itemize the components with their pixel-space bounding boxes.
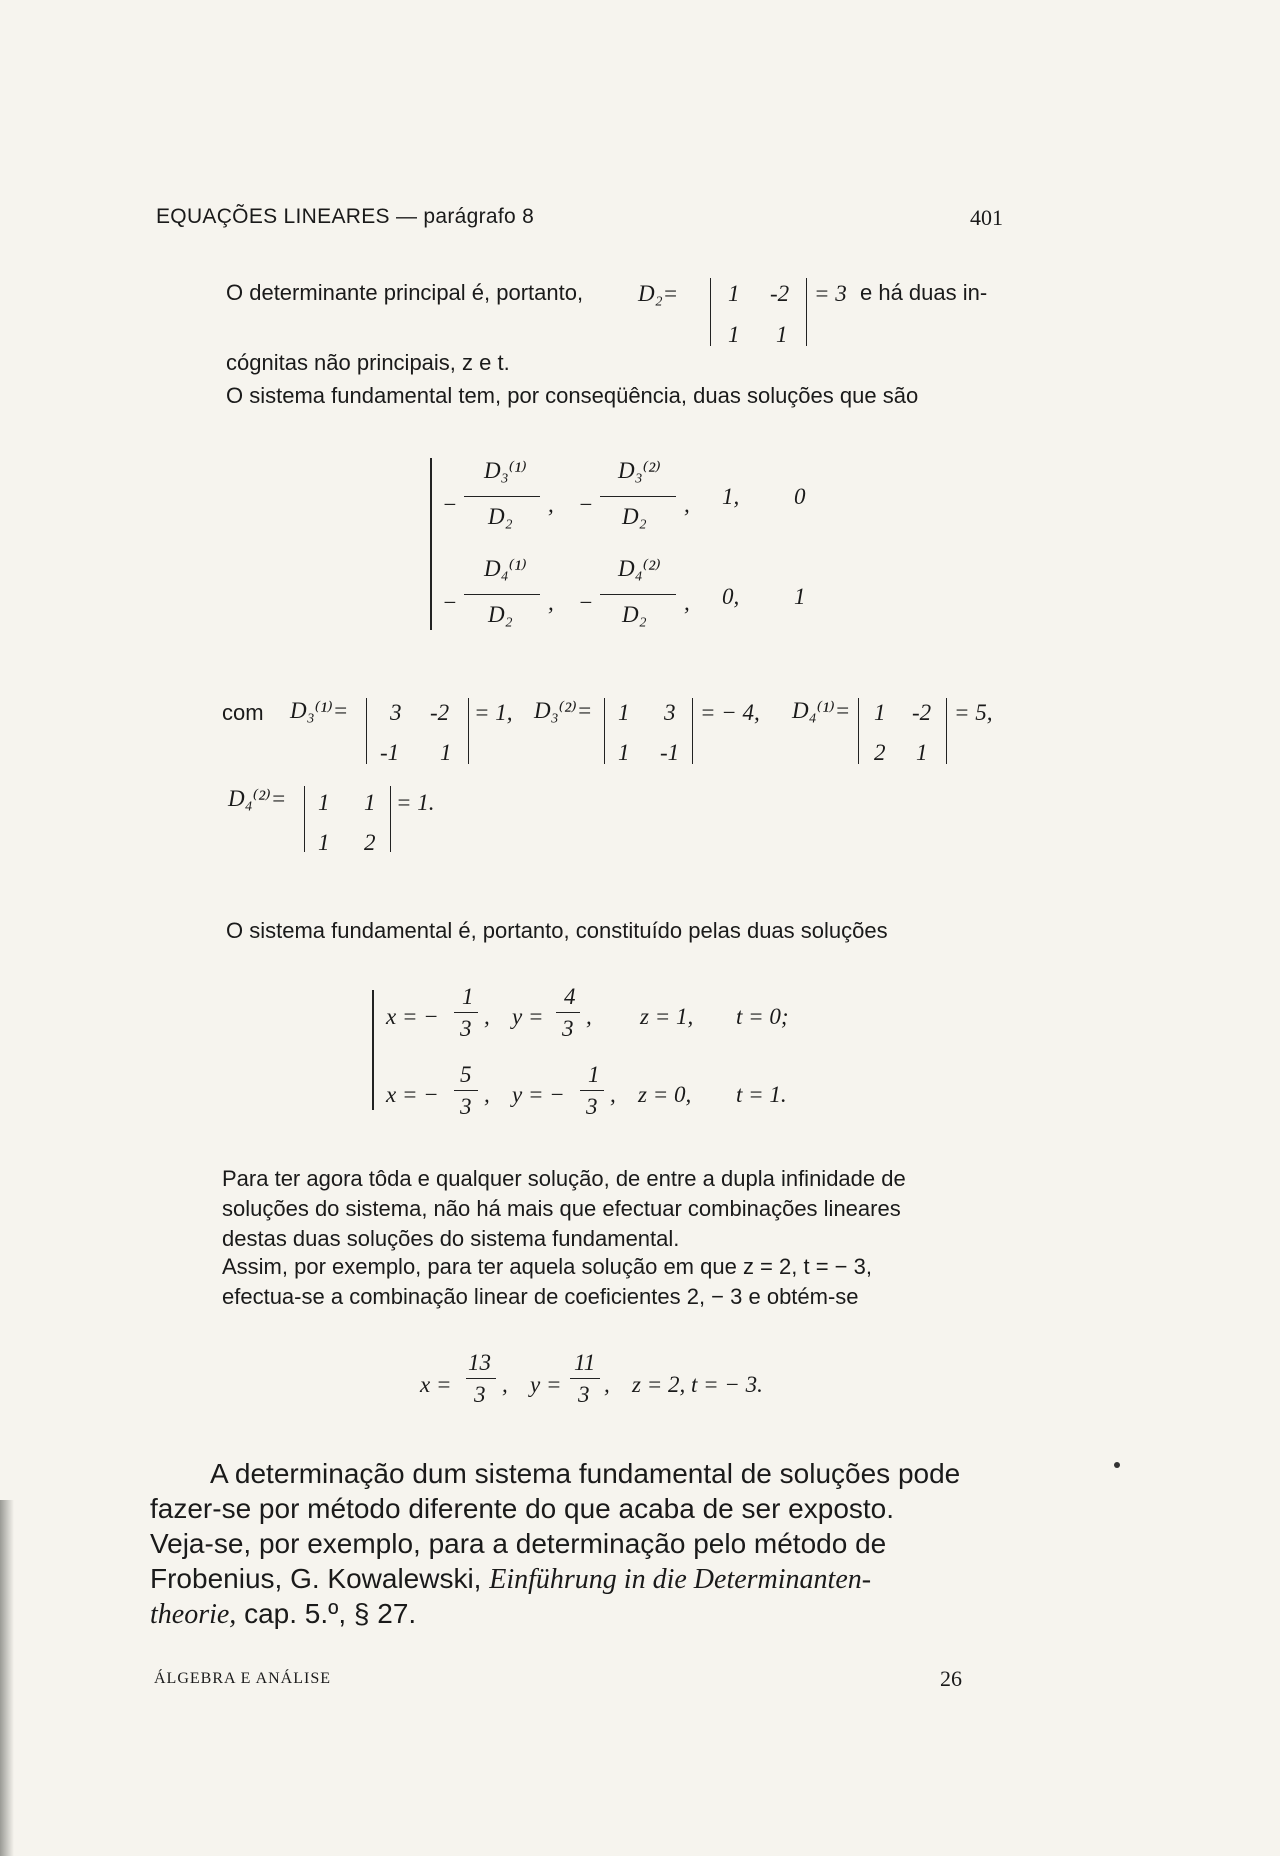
system2-brace (372, 990, 374, 1110)
minus: − (442, 492, 458, 517)
final-yden: 3 (578, 1382, 590, 1407)
d32-r2c1: 1 (618, 740, 630, 765)
note-line3: Veja-se, por exemplo, para a determinação pelo método de (150, 1528, 887, 1559)
p4-line2: soluções do sistema, não há mais que efectuar combinações lineares (222, 1196, 901, 1221)
p4-line1: Para ter agora tôda e qualquer solução, de entre a dupla infinidade de (222, 1166, 906, 1191)
det-bar-left (858, 698, 859, 764)
page-edge-shadow (0, 1500, 14, 1856)
note-line5-a: theorie, (150, 1599, 237, 1630)
footer-book: ÁLGEBRA E ANÁLISE (154, 1670, 331, 1687)
p1-d2: D₂= (638, 281, 679, 306)
final-ypre: y = (530, 1372, 562, 1397)
s2-r2-xden: 3 (460, 1094, 472, 1119)
d32-r2c2: -1 (660, 740, 680, 765)
note-line5 (150, 1596, 416, 1632)
s2-r2-yden: 3 (586, 1094, 598, 1119)
d31-r2c1: -1 (380, 740, 400, 765)
s2-r2-z: z = 0, (638, 1082, 692, 1107)
s1-r2-num2: D₄⁽²⁾ (618, 556, 661, 581)
system1-brace (430, 458, 432, 630)
s1-r1-v4: 0 (794, 484, 806, 509)
s1-r1-num1: D₃⁽¹⁾ (484, 458, 527, 483)
comma: , (502, 1372, 508, 1397)
det-bar-left (366, 698, 367, 764)
p1-start: O determinante principal é, portanto, (226, 280, 584, 305)
comma: , (548, 492, 554, 517)
d41-r1c2: -2 (912, 700, 932, 725)
comma: , (610, 1082, 616, 1107)
d31-result: = 1, (474, 700, 513, 725)
fraction-bar (600, 496, 676, 497)
det-p1-r1c1: 1 (728, 281, 740, 306)
com-label: com (222, 700, 264, 725)
comma: , (586, 1004, 592, 1029)
s1-r1-num2: D₃⁽²⁾ (618, 458, 661, 483)
note-line1: A determinação dum sistema fundamental de soluções pode (210, 1458, 961, 1489)
note-line2: fazer-se por método diferente do que acaba de ser exposto. (150, 1493, 895, 1524)
fraction-bar (464, 594, 540, 595)
fraction-bar (454, 1090, 478, 1091)
s2-r2-t: t = 1. (736, 1082, 787, 1107)
det-bar-left (710, 278, 711, 346)
comma: , (604, 1372, 610, 1397)
d42-r1c1: 1 (318, 790, 330, 815)
d31-r2c2: 1 (440, 740, 452, 765)
note-line5-b: cap. 5.º, § 27. (244, 1598, 417, 1629)
s2-r2-ynum: 1 (588, 1062, 600, 1087)
comma: , (548, 590, 554, 615)
d32-result: = − 4, (700, 700, 760, 725)
d32-r1c2: 3 (664, 700, 676, 725)
comma: , (484, 1082, 490, 1107)
det-p1-r1c2: -2 (770, 281, 790, 306)
fraction-bar (466, 1378, 496, 1379)
det-bar-right (390, 786, 391, 852)
p1-line2: cógnitas não principais, z e t. (226, 350, 510, 375)
running-header: EQUAÇÕES LINEARES — parágrafo 8 (156, 205, 535, 228)
d31-label: D₃⁽¹⁾= (290, 698, 349, 723)
det-p1-r2c2: 1 (776, 322, 788, 347)
final-rest: z = 2, t = − 3. (632, 1372, 763, 1397)
p4-line4: Assim, por exemplo, para ter aquela solução em que z = 2, t = − 3, (222, 1254, 872, 1279)
fraction-bar (600, 594, 676, 595)
final-xnum: 13 (468, 1350, 491, 1375)
p1-end: e há duas in- (860, 280, 988, 305)
det-bar-left (304, 786, 305, 852)
final-ynum: 11 (574, 1350, 596, 1375)
det-bar-left (604, 698, 605, 764)
d41-r2c1: 2 (874, 740, 886, 765)
fraction-bar (464, 496, 540, 497)
d31-r1c1: 3 (390, 700, 402, 725)
d41-result: = 5, (954, 700, 993, 725)
p2: O sistema fundamental tem, por conseqüência, duas soluções que são (226, 383, 919, 408)
d41-r2c2: 1 (916, 740, 928, 765)
footer-sheet: 26 (940, 1666, 962, 1691)
d41-label: D₄⁽¹⁾= (792, 698, 851, 723)
minus: − (578, 492, 594, 517)
det-bar-right (806, 278, 807, 346)
d32-r1c1: 1 (618, 700, 630, 725)
comma: , (684, 590, 690, 615)
s2-r1-xpre: x = − (386, 1004, 439, 1029)
s1-r2-num1: D₄⁽¹⁾ (484, 556, 527, 581)
s2-r1-xden: 3 (460, 1016, 472, 1041)
s1-r1-v3: 1, (722, 484, 740, 509)
fraction-bar (580, 1090, 604, 1091)
det-bar-right (946, 698, 947, 764)
s2-r1-t: t = 0; (736, 1004, 789, 1029)
s2-r1-xnum: 1 (462, 984, 474, 1009)
note-line4-a: Frobenius, G. Kowalewski, (150, 1563, 482, 1594)
d42-result: = 1. (396, 790, 435, 815)
d42-r2c2: 2 (364, 830, 376, 855)
fraction-bar (556, 1012, 580, 1013)
d42-r1c2: 1 (364, 790, 376, 815)
det-p1-r2c1: 1 (728, 322, 740, 347)
scan-speck (1114, 1462, 1120, 1468)
s1-r2-v4: 1 (794, 584, 806, 609)
fraction-bar (570, 1378, 600, 1379)
s2-r1-ypre: y = (512, 1004, 544, 1029)
minus: − (442, 590, 458, 615)
s1-r1-den1: D₂ (488, 504, 513, 529)
det-bar-right (468, 698, 469, 764)
p1-value: = 3 (814, 281, 847, 306)
s2-r2-xnum: 5 (460, 1062, 472, 1087)
s1-r2-v3: 0, (722, 584, 740, 609)
p3: O sistema fundamental é, portanto, constituído pelas duas soluções (226, 918, 888, 943)
p4-line5: efectua-se a combinação linear de coeficientes 2, − 3 e obtém-se (222, 1284, 859, 1309)
note-line4 (150, 1561, 871, 1597)
d42-r2c1: 1 (318, 830, 330, 855)
s1-r1-den2: D₂ (622, 504, 647, 529)
d41-r1c1: 1 (874, 700, 886, 725)
p4-line3: destas duas soluções do sistema fundamental. (222, 1226, 680, 1251)
s1-r2-den2: D₂ (622, 602, 647, 627)
s2-r2-xpre: x = − (386, 1082, 439, 1107)
d31-r1c2: -2 (430, 700, 450, 725)
s2-r1-ynum: 4 (564, 984, 576, 1009)
comma: , (684, 492, 690, 517)
s2-r1-yden: 3 (562, 1016, 574, 1041)
s1-r2-den1: D₂ (488, 602, 513, 627)
d32-label: D₃⁽²⁾= (534, 698, 593, 723)
final-xpre: x = (420, 1372, 452, 1397)
s2-r2-ypre: y = − (512, 1082, 565, 1107)
minus: − (578, 590, 594, 615)
det-bar-right (692, 698, 693, 764)
final-xden: 3 (474, 1382, 486, 1407)
s2-r1-z: z = 1, (640, 1004, 694, 1029)
d42-label: D₄⁽²⁾= (228, 786, 287, 811)
note-line4-b: Einführung in die Determinanten- (489, 1564, 872, 1595)
comma: , (484, 1004, 490, 1029)
fraction-bar (454, 1012, 478, 1013)
page-number: 401 (970, 205, 1003, 230)
